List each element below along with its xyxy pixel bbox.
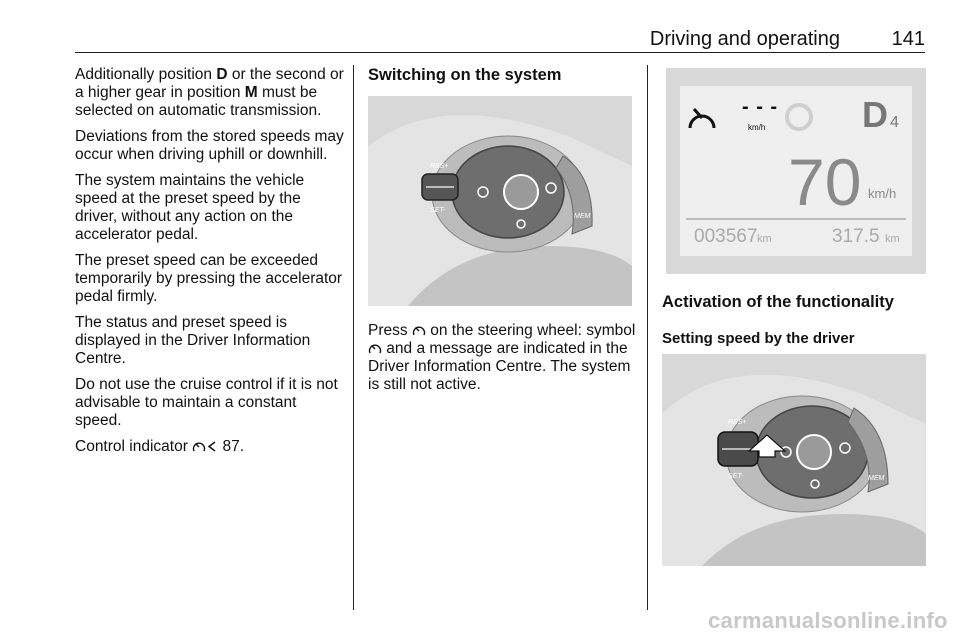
cruise-control-icon bbox=[192, 440, 206, 453]
section-heading: Switching on the system bbox=[368, 66, 562, 84]
trip-value: 317.5 bbox=[832, 226, 880, 247]
cruise-control-icon bbox=[412, 324, 426, 337]
column-separator bbox=[353, 65, 354, 610]
steering-wheel-illustration bbox=[368, 96, 632, 306]
column-3 bbox=[662, 293, 926, 311]
subsection-heading: Setting speed by the driver bbox=[662, 330, 855, 347]
set-label: SET- bbox=[430, 207, 446, 214]
instrument-display-figure bbox=[666, 68, 926, 274]
column-1 bbox=[75, 66, 345, 464]
set-speed-value: 70 bbox=[788, 145, 862, 219]
gear-number: 4 bbox=[890, 114, 899, 131]
page-reference-arrow-icon bbox=[206, 440, 218, 453]
cruise-control-icon bbox=[686, 102, 718, 132]
column-2 bbox=[368, 66, 638, 84]
mem-label: MEM bbox=[868, 475, 885, 482]
column-2-text: Press on the steering wheel: symbol and a message are indicated in the Driver Information Centre. The system is still not active. bbox=[368, 322, 636, 393]
paragraph: Control indicator 87. bbox=[75, 438, 245, 455]
set-label: SET- bbox=[728, 473, 744, 480]
status-circle-icon bbox=[784, 102, 814, 132]
steering-wheel-controls-figure bbox=[368, 96, 632, 306]
odometer-value: 003567 bbox=[694, 226, 758, 247]
small-unit-label: km/h bbox=[748, 123, 766, 132]
paragraph: The system maintains the vehicle speed at the preset speed by the driver, without any action on the accelerator pedal. bbox=[75, 172, 305, 243]
res-label: RES+ bbox=[430, 163, 449, 170]
paragraph: The preset speed can be exceeded temporarily by pressing the accelerator pedal firmly. bbox=[75, 252, 343, 305]
mem-label: MEM bbox=[574, 213, 591, 220]
steering-wheel-set-speed-figure bbox=[662, 354, 926, 566]
gear-indicator: D bbox=[862, 94, 888, 135]
watermark: carmanualsonline.info bbox=[708, 608, 948, 633]
steering-wheel-illustration bbox=[662, 354, 926, 566]
odometer-unit: km bbox=[757, 233, 772, 245]
speed-dashes: - - - bbox=[742, 96, 779, 118]
header-rule bbox=[75, 52, 925, 53]
column-separator bbox=[647, 65, 648, 610]
cruise-control-icon bbox=[368, 342, 382, 355]
paragraph: Do not use the cruise control if it is not advisable to maintain a constant speed. bbox=[75, 376, 338, 429]
page-number: 141 bbox=[891, 28, 925, 50]
running-header-title: Driving and operating bbox=[649, 28, 840, 50]
trip-unit: km bbox=[885, 233, 900, 245]
paragraph: Additionally position D or the second or a higher gear in position M must be selected on automatic transmission. bbox=[75, 66, 344, 119]
column-3-sub bbox=[662, 330, 926, 348]
res-label: RES+ bbox=[728, 419, 747, 426]
display-divider bbox=[686, 218, 906, 220]
paragraph: The status and preset speed is displayed in the Driver Information Centre. bbox=[75, 314, 311, 367]
section-heading: Activation of the functionality bbox=[662, 293, 894, 311]
speed-unit: km/h bbox=[868, 186, 897, 201]
paragraph: Deviations from the stored speeds may occur when driving uphill or downhill. bbox=[75, 128, 344, 163]
